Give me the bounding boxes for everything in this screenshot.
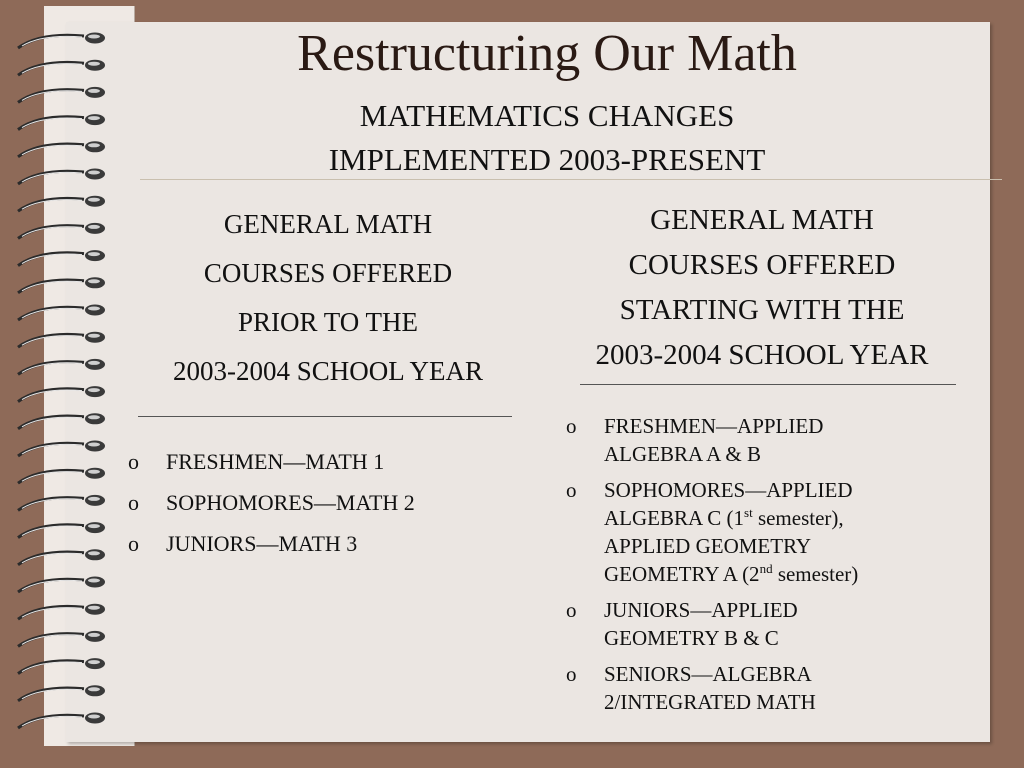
item-line: SOPHOMORES—APPLIED bbox=[604, 478, 853, 502]
item-line: GEOMETRY B & C bbox=[604, 626, 779, 650]
right-course-list bbox=[566, 412, 966, 724]
spiral-ring-icon bbox=[18, 522, 105, 538]
bullet-icon: o bbox=[566, 598, 577, 622]
spiral-ring-icon bbox=[18, 441, 105, 457]
spiral-ring-icon bbox=[18, 713, 105, 729]
item-text: SOPHOMORES—MATH 2 bbox=[166, 490, 415, 515]
list-item bbox=[566, 660, 966, 716]
spiral-ring-icon bbox=[18, 604, 105, 620]
item-line: ALGEBRA A & B bbox=[604, 442, 761, 466]
spiral-ring-icon bbox=[18, 277, 105, 293]
left-column-divider bbox=[138, 416, 512, 417]
spiral-ring-icon bbox=[18, 468, 105, 484]
right-heading-line-3: STARTING WITH THE bbox=[619, 294, 905, 326]
right-heading-line-2: COURSES OFFERED bbox=[628, 249, 896, 281]
item-line: SENIORS—ALGEBRA bbox=[604, 662, 812, 686]
bullet-icon: o bbox=[128, 490, 139, 515]
item-line bbox=[604, 560, 966, 588]
item-text: JUNIORS—MATH 3 bbox=[166, 531, 358, 556]
item-text: FRESHMEN—MATH 1 bbox=[166, 449, 385, 474]
right-heading-line-4: 2003-2004 SCHOOL YEAR bbox=[595, 339, 929, 371]
left-column-heading bbox=[118, 200, 538, 396]
list-item bbox=[128, 489, 528, 517]
spiral-ring-icon bbox=[18, 250, 105, 266]
spiral-ring-icon bbox=[18, 413, 105, 429]
item-text: GEOMETRY A (2 bbox=[604, 562, 760, 586]
spiral-ring-icon bbox=[18, 685, 105, 701]
left-heading-line-2: COURSES OFFERED bbox=[203, 258, 453, 288]
item-line: APPLIED GEOMETRY bbox=[604, 534, 812, 558]
bullet-icon: o bbox=[566, 662, 577, 686]
spiral-ring-icon bbox=[18, 196, 105, 212]
spiral-ring-icon bbox=[18, 223, 105, 239]
item-line: JUNIORS—APPLIED bbox=[604, 598, 798, 622]
subtitle-line-1: MATHEMATICS CHANGES bbox=[359, 98, 735, 133]
right-column-heading bbox=[556, 198, 968, 378]
spiral-ring-icon bbox=[18, 631, 105, 647]
list-item bbox=[128, 448, 528, 476]
subtitle-line-2: IMPLEMENTED 2003-PRESENT bbox=[328, 142, 766, 177]
left-course-list bbox=[128, 448, 528, 571]
right-column-divider bbox=[580, 384, 956, 385]
spiral-ring-icon bbox=[18, 332, 105, 348]
bullet-icon: o bbox=[128, 449, 139, 474]
bullet-icon: o bbox=[128, 531, 139, 556]
left-heading-line-4: 2003-2004 SCHOOL YEAR bbox=[173, 356, 483, 386]
list-item bbox=[128, 530, 528, 558]
spiral-ring-icon bbox=[18, 549, 105, 565]
right-heading-line-1: GENERAL MATH bbox=[650, 204, 874, 236]
list-item bbox=[566, 476, 966, 588]
item-line: 2/INTEGRATED MATH bbox=[604, 690, 816, 714]
item-line: FRESHMEN—APPLIED bbox=[604, 414, 824, 438]
spiral-ring-icon bbox=[18, 386, 105, 402]
ordinal-suffix: nd bbox=[759, 561, 773, 576]
list-item bbox=[566, 596, 966, 652]
bullet-icon: o bbox=[566, 478, 577, 502]
spiral-ring-icon bbox=[18, 658, 105, 674]
spiral-ring-icon bbox=[18, 577, 105, 593]
title-divider bbox=[140, 179, 1002, 180]
item-text: semester) bbox=[772, 562, 859, 586]
spiral-ring-icon bbox=[18, 495, 105, 511]
bullet-icon: o bbox=[566, 414, 577, 438]
list-item bbox=[566, 412, 966, 468]
slide-subtitle bbox=[66, 94, 1024, 182]
left-heading-line-3: PRIOR TO THE bbox=[237, 307, 419, 337]
slide-title: Restructuring Our Math bbox=[297, 25, 797, 82]
item-text: ALGEBRA C (1 bbox=[604, 506, 745, 530]
item-text: semester), bbox=[752, 506, 844, 530]
item-line bbox=[604, 504, 966, 532]
left-heading-line-1: GENERAL MATH bbox=[223, 209, 433, 239]
spiral-ring-icon bbox=[18, 305, 105, 321]
ordinal-suffix: st bbox=[744, 505, 753, 520]
spiral-ring-icon bbox=[18, 359, 105, 375]
